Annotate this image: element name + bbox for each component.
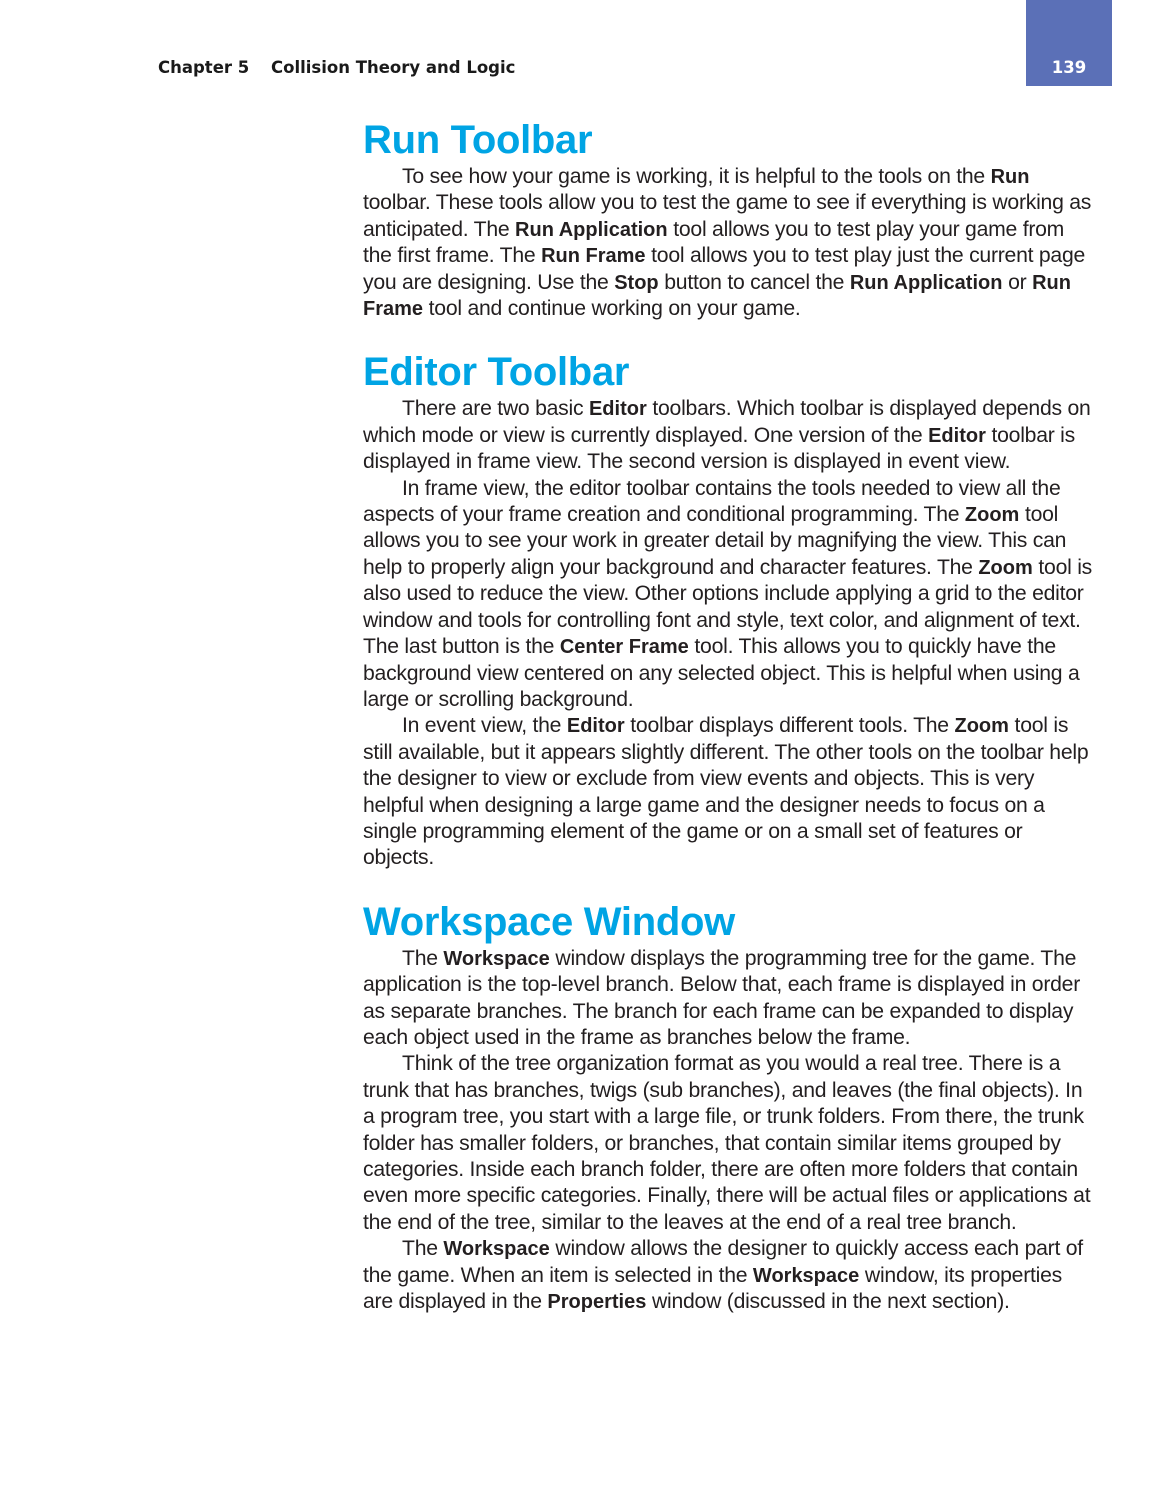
text-run: tool allows you to test play your game from the first frame. The bbox=[363, 217, 1065, 268]
section-heading: Run Toolbar bbox=[363, 118, 593, 162]
bold-term: Editor bbox=[566, 715, 625, 738]
body-paragraph bbox=[363, 946, 1093, 1052]
text-run: toolbars. Which toolbar is displayed depends on which mode or view is currently displayed. One version of the bbox=[363, 397, 1091, 447]
text-run: tool is also used to reduce the view. Other options include applying a grid to the editor window and tools for controlling font and style, text color, and alignment of text. The last button is the bbox=[363, 555, 1093, 659]
bold-term: Workspace bbox=[752, 1264, 860, 1287]
text-run: tool allows you to test play just the current page you are designing. Use the bbox=[363, 244, 1086, 294]
bold-term: Editor bbox=[588, 398, 647, 421]
body-paragraph bbox=[363, 396, 1093, 475]
body-paragraph bbox=[363, 1051, 1093, 1236]
bold-term: Properties bbox=[547, 1291, 647, 1314]
text-run: or bbox=[1002, 270, 1033, 294]
section-heading: Editor Toolbar bbox=[363, 350, 630, 395]
bold-term: Zoom bbox=[978, 556, 1033, 579]
text-run: toolbar displays different tools. The bbox=[624, 714, 955, 738]
text-run: tool is still available, but it appears slightly different. The other tools on the toolbar help the designer to view or exclude from view events and objects. This is very helpful when designing a large game and the designer needs to focus on a single programming element of the game or on a small set of features or objects. bbox=[363, 714, 1089, 870]
section-heading: Workspace Window bbox=[363, 899, 735, 944]
bold-term: Run Application bbox=[849, 271, 1003, 294]
text-run: toolbar is displayed in frame view. The second version is displayed in event view. bbox=[363, 423, 1075, 474]
page-number: 139 bbox=[1051, 58, 1087, 77]
bold-term: Editor bbox=[928, 424, 986, 447]
page-body bbox=[363, 116, 1093, 1315]
bold-term: Run Frame bbox=[541, 245, 646, 268]
body-paragraph bbox=[363, 476, 1093, 714]
bold-term: Workspace bbox=[443, 1238, 550, 1261]
bold-term: Run Frame bbox=[363, 271, 1071, 321]
text-run: The bbox=[402, 946, 444, 970]
text-run: In event view, the bbox=[402, 714, 567, 738]
text-run: window (discussed in the next section). bbox=[646, 1290, 1010, 1314]
bold-term: Center Frame bbox=[559, 636, 689, 659]
text-run: To see how your game is working, it is helpful to the tools on the bbox=[402, 165, 991, 188]
text-run: In frame view, the editor toolbar contains the tools needed to view all the aspects of your frame creation and conditional programming. The bbox=[363, 476, 1061, 527]
bold-term: Stop bbox=[614, 271, 659, 294]
text-run: window, its properties are displayed in the bbox=[363, 1263, 1062, 1314]
text-run: There are two basic bbox=[402, 397, 589, 421]
bold-term: Zoom bbox=[954, 715, 1009, 738]
bold-term: Run Application bbox=[515, 218, 668, 241]
section-workspace-window bbox=[363, 898, 1093, 1316]
bold-term: Run bbox=[990, 166, 1030, 188]
text-run: tool and continue working on your game. bbox=[423, 297, 801, 321]
bold-term: Zoom bbox=[964, 504, 1020, 527]
running-header bbox=[158, 58, 515, 77]
text-run: The bbox=[402, 1237, 444, 1261]
chapter-label: Chapter 5 bbox=[158, 58, 250, 77]
text-run: tool allows you to see your work in greater detail by magnifying the view. This can help to properly align your background and character features. The bbox=[363, 503, 1067, 579]
section-run-toolbar bbox=[363, 116, 1093, 322]
body-paragraph bbox=[363, 164, 1093, 322]
page-number-tab bbox=[1026, 0, 1112, 86]
section-editor-toolbar bbox=[363, 348, 1093, 871]
chapter-title: Collision Theory and Logic bbox=[271, 58, 516, 77]
text-run: tool. This allows you to quickly have the background view centered on any selected object. This is helpful when using a large or scrolling background. bbox=[363, 635, 1080, 711]
text-run: Think of the tree organization format as you would a real tree. There is a trunk that has branches, twigs (sub branches), and leaves (the final objects). In a program tree, you start with a large file, or trunk folders. From there, the trunk folder has smaller folders, or branches, that contain similar items grouped by categories. Inside each branch folder, there are often more folders that contain even more specific categories. Finally, there will be actual files or applications at the end of the tree, similar to the leaves at the end of a real tree branch. bbox=[363, 1052, 1091, 1234]
text-run: window displays the programming tree for the game. The application is the top-level branch. Below that, each frame is displayed in order as separate branches. The branch for each frame can be expanded to display each object used in the frame as branches below the frame. bbox=[363, 946, 1081, 1049]
body-paragraph bbox=[363, 713, 1093, 871]
bold-term: Workspace bbox=[443, 947, 550, 970]
body-paragraph bbox=[363, 1236, 1093, 1315]
text-run: button to cancel the bbox=[658, 270, 850, 294]
text-run: window allows the designer to quickly access each part of the game. When an item is selected in the bbox=[363, 1237, 1083, 1287]
text-run: toolbar. These tools allow you to test the game to see if everything is working as anticipated. The bbox=[363, 191, 1092, 241]
